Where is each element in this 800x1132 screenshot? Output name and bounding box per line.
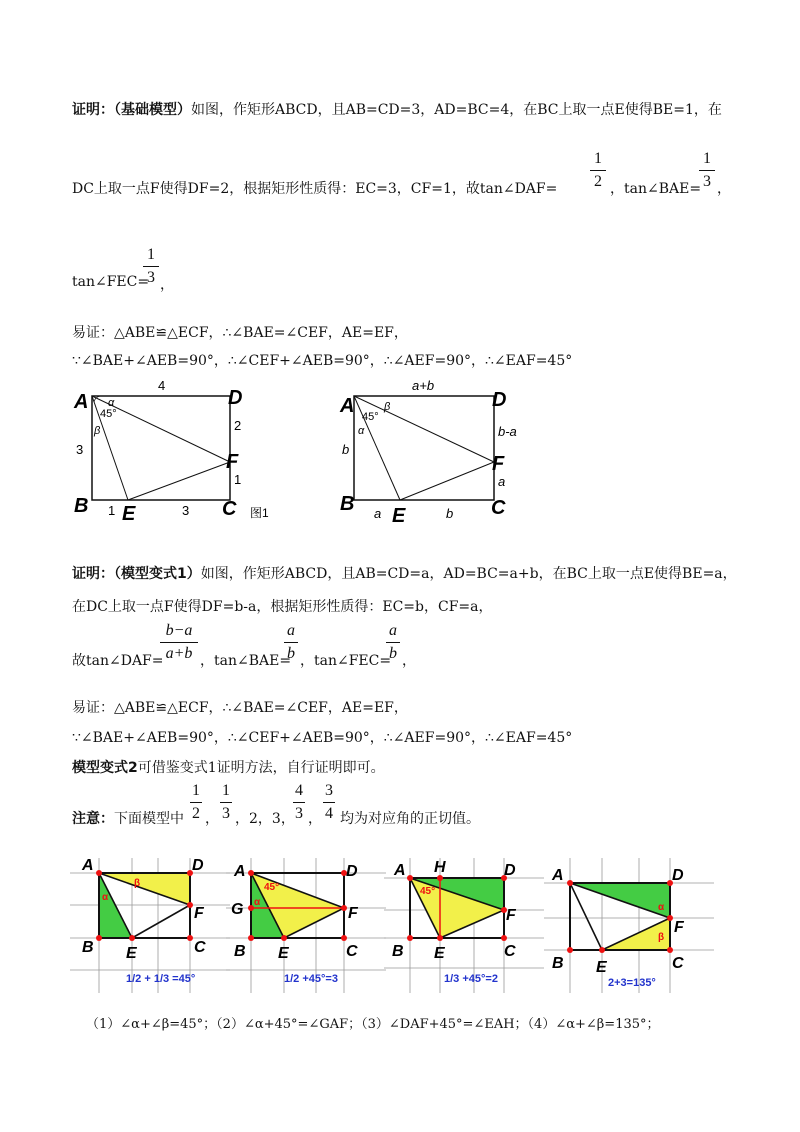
fig2-angle: 45°	[362, 411, 379, 423]
note-frac-1-3: 1 3	[222, 782, 230, 822]
svg-text:C: C	[504, 943, 516, 960]
note-sep2: ，	[308, 811, 322, 827]
fig1-D: D	[228, 387, 243, 409]
fig1-beta: β	[94, 425, 101, 437]
p1-text2c: ，	[717, 181, 731, 197]
p1-text3: tan∠FEC=	[72, 274, 150, 290]
p2-line1	[72, 563, 737, 583]
fig1-alpha: α	[108, 397, 115, 409]
svg-text:F: F	[194, 905, 204, 922]
fig1-A: A	[74, 391, 89, 413]
svg-text:E: E	[278, 945, 289, 962]
model-4	[544, 848, 714, 998]
p1-text2: DC上取一点F使得DF=2，根据矩形性质得：EC=3，CF=1，故tan∠DAF=	[72, 181, 558, 197]
fig2-beta: β	[384, 401, 391, 413]
fig2-B: B	[340, 493, 355, 515]
fig1-B: B	[74, 495, 89, 517]
svg-text:F: F	[348, 905, 358, 922]
fraction-a-over-b: a b	[284, 622, 298, 663]
figure-1	[70, 372, 290, 524]
note-sep1: ，	[205, 811, 219, 827]
p3-line	[72, 757, 385, 777]
p2-text3c: ，tan∠FEC=	[300, 653, 392, 669]
fig1-C: C	[222, 498, 237, 520]
fraction-a-over-b-2: a b	[386, 622, 400, 663]
fig1-caption: 图1	[250, 506, 269, 520]
note-end: 均为对应角的正切值。	[340, 811, 480, 827]
svg-text:F: F	[674, 919, 684, 936]
svg-text:β: β	[658, 932, 665, 943]
svg-text:H: H	[434, 859, 446, 876]
fig1-bottom-right: 3	[182, 503, 190, 518]
fig1-top: 4	[158, 378, 166, 393]
fig2-alpha: α	[358, 425, 365, 437]
svg-text:D: D	[192, 857, 204, 874]
svg-text:A: A	[82, 857, 94, 874]
fig2-left: b	[342, 442, 350, 457]
p3-bold: 模型变式2	[72, 760, 138, 776]
svg-text:C: C	[194, 939, 206, 956]
p2-prove1: 易证：△ABE≌△ECF，∴∠BAE=∠CEF，AE=EF，	[72, 700, 408, 716]
model-1	[70, 848, 230, 998]
model-2-formula: 1/2 +45°=3	[284, 973, 338, 985]
p3-rest: 可借鉴变式1证明方法，自行证明即可。	[137, 760, 385, 776]
svg-text:D: D	[504, 862, 516, 879]
svg-text:E: E	[434, 945, 445, 962]
fig1-right-bottom: 1	[234, 472, 242, 487]
note-frac-4-3: 4 3	[295, 782, 303, 822]
fig1-angle: 45°	[100, 408, 117, 420]
fig1-bottom-left: 1	[108, 503, 116, 518]
p1-prove1: 易证：△ABE≌△ECF，∴∠BAE=∠CEF，AE=EF，	[72, 325, 408, 341]
fig2-C: C	[491, 497, 506, 519]
svg-text:B: B	[234, 943, 246, 960]
p2-text1: 如图，作矩形ABCD，且AB=CD=a，AD=BC=a+b，在BC上取一点E使得BE=a，	[200, 566, 737, 582]
fig2-E: E	[392, 505, 406, 524]
svg-text:α: α	[254, 897, 261, 908]
svg-text:E: E	[126, 945, 137, 962]
fig2-A: A	[340, 395, 355, 417]
svg-text:C: C	[346, 943, 358, 960]
fig2-F: F	[492, 453, 505, 475]
svg-text:B: B	[392, 943, 404, 960]
fraction-b-a-over-a-b: b−a a+b	[160, 622, 198, 663]
model-3-formula: 1/3 +45°=2	[444, 973, 498, 985]
svg-text:D: D	[346, 863, 358, 880]
note-mid: ，2，3，	[235, 811, 295, 827]
svg-text:A: A	[552, 867, 564, 884]
svg-text:B: B	[552, 955, 564, 972]
svg-text:β: β	[134, 878, 141, 889]
p1-text2b: ，tan∠BAE=	[610, 181, 702, 197]
p2-text3d: ，	[402, 653, 416, 669]
fig2-right-top: b-a	[498, 424, 517, 439]
note-bold: 注意：	[72, 811, 114, 827]
svg-text:D: D	[672, 867, 684, 884]
fig2-right-bottom: a	[498, 474, 506, 489]
svg-text:α: α	[658, 902, 665, 913]
fig1-E: E	[122, 503, 136, 524]
p2-text3a: 故tan∠DAF=	[72, 653, 164, 669]
model-captions: （1）∠α+∠β=45°；（2）∠α+45°=∠GAF；（3）∠DAF+45°=∠EAH；（4）∠α+∠β=135°；	[86, 1017, 660, 1032]
fraction-1-3: 1 3	[699, 150, 715, 191]
svg-text:G: G	[231, 901, 244, 918]
p1-text1: 如图，作矩形ABCD，且AB=CD=3，AD=BC=4，在BC上取一点E使得BE=1，在	[191, 102, 722, 118]
p1-text3b: ，	[160, 277, 174, 293]
svg-text:E: E	[596, 959, 607, 976]
svg-text:A: A	[394, 862, 406, 879]
svg-text:C: C	[672, 955, 684, 972]
note-frac-1-2: 1 2	[192, 782, 200, 822]
note-frac-3-4: 3 4	[325, 782, 333, 822]
model-4-formula: 2+3=135°	[608, 977, 656, 989]
fig2-D: D	[492, 389, 507, 411]
fig1-left: 3	[76, 442, 84, 457]
note-line	[72, 808, 184, 828]
note-text1: 下面模型中	[114, 811, 184, 827]
svg-text:45°: 45°	[264, 882, 280, 893]
fig1-F: F	[226, 451, 239, 473]
model-3	[384, 848, 544, 998]
fraction-1-2: 1 2	[590, 150, 606, 191]
fig2-top: a+b	[412, 378, 435, 393]
fig2-bottom-left: a	[374, 506, 382, 521]
p1-line2	[72, 178, 557, 198]
svg-text:A: A	[234, 863, 246, 880]
p2-prefix: 证明：（模型变式1）	[72, 566, 201, 582]
p1-line1	[72, 99, 722, 119]
fraction-1-3b: 1 3	[143, 246, 159, 287]
svg-text:B: B	[82, 939, 94, 956]
figure-2	[336, 372, 536, 524]
svg-text:45°: 45°	[420, 886, 436, 897]
p2-text2: 在DC上取一点F使得DF=b-a，根据矩形性质得：EC=b，CF=a，	[72, 599, 493, 615]
p2-text3b: ，tan∠BAE=	[200, 653, 292, 669]
svg-text:α: α	[102, 892, 109, 903]
model-2	[226, 848, 386, 998]
svg-text:F: F	[506, 907, 516, 924]
fig2-bottom-right: b	[446, 506, 454, 521]
model-1-formula: 1/2 + 1/3 =45°	[126, 973, 196, 985]
p1-prefix: 证明：（基础模型）	[72, 102, 191, 118]
p1-prove2: ∵∠BAE+∠AEB=90°，∴∠CEF+∠AEB=90°，∴∠AEF=90°，∴∠EAF=45°	[72, 353, 573, 369]
fig1-right-top: 2	[234, 418, 242, 433]
p2-prove2: ∵∠BAE+∠AEB=90°，∴∠CEF+∠AEB=90°，∴∠AEF=90°，∴∠EAF=45°	[72, 730, 573, 746]
